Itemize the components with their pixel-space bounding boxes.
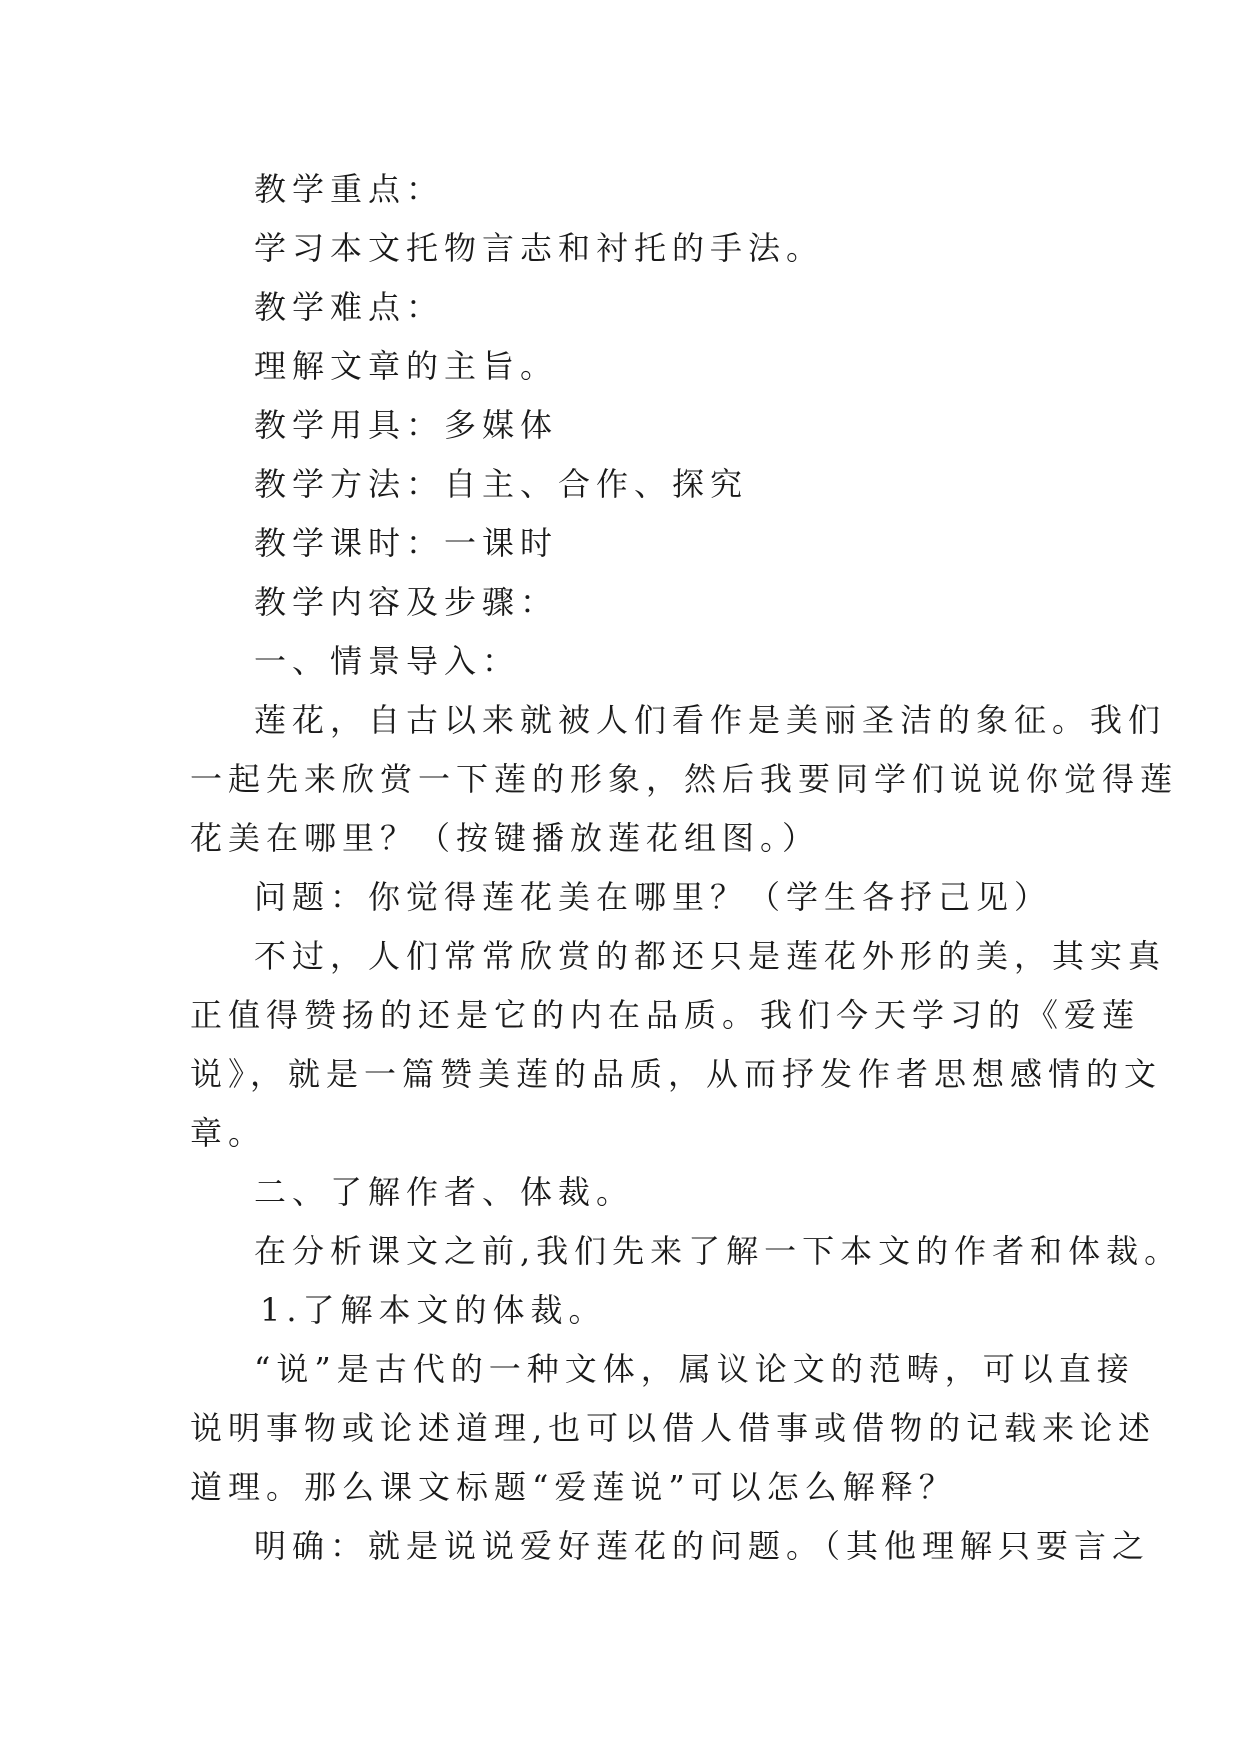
paragraph-line: 花美在哪里？（按键播放莲花组图。） xyxy=(190,819,821,857)
heading-teaching-focus: 教学重点： xyxy=(254,170,445,208)
section-heading-1: 一、情景导入： xyxy=(254,642,521,680)
paragraph-line: “说”是古代的一种文体，属议论文的范畴，可以直接 xyxy=(254,1350,1135,1388)
section-heading-2: 二、了解作者、体裁。 xyxy=(254,1173,635,1211)
teaching-tools-line: 教学用具：多媒体 xyxy=(254,406,559,444)
heading-teaching-difficulty: 教学难点： xyxy=(254,288,445,326)
paragraph-line: 莲花，自古以来就被人们看作是美丽圣洁的象征。我们 xyxy=(254,701,1167,739)
paragraph-line: 道理。那么课文标题“爱莲说”可以怎么解释？ xyxy=(190,1468,957,1506)
paragraph-line: 明确：就是说说爱好莲花的问题。（其他理解只要言之 xyxy=(254,1527,1151,1565)
teaching-hours-line: 教学课时：一课时 xyxy=(254,524,559,562)
subsection-heading: 1.了解本文的体裁。 xyxy=(260,1291,607,1329)
paragraph-line: 不过，人们常常欣赏的都还只是莲花外形的美，其实真 xyxy=(254,937,1167,975)
paragraph-line: 理解文章的主旨。 xyxy=(254,347,559,385)
document-body xyxy=(190,160,1183,1576)
paragraph-line: 说明事物或论述道理,也可以借人借事或借物的记载来论述 xyxy=(190,1409,1157,1447)
teaching-method-line: 教学方法：自主、合作、探究 xyxy=(254,465,749,503)
paragraph-line: 正值得赞扬的还是它的内在品质。我们今天学习的《爱莲 xyxy=(190,996,1141,1034)
paragraph-line: 章。 xyxy=(190,1114,267,1152)
paragraph-line: 学习本文托物言志和衬托的手法。 xyxy=(254,229,825,267)
paragraph-line: 一起先来欣赏一下莲的形象，然后我要同学们说说你觉得莲 xyxy=(190,760,1179,798)
paragraph-line: 在分析课文之前,我们先来了解一下本文的作者和体裁。 xyxy=(254,1232,1183,1270)
question-line: 问题：你觉得莲花美在哪里？（学生各抒己见） xyxy=(254,878,1053,916)
heading-teaching-steps: 教学内容及步骤： xyxy=(254,583,559,621)
paragraph-line: 说》，就是一篇赞美莲的品质，从而抒发作者思想感情的文 xyxy=(190,1055,1163,1093)
